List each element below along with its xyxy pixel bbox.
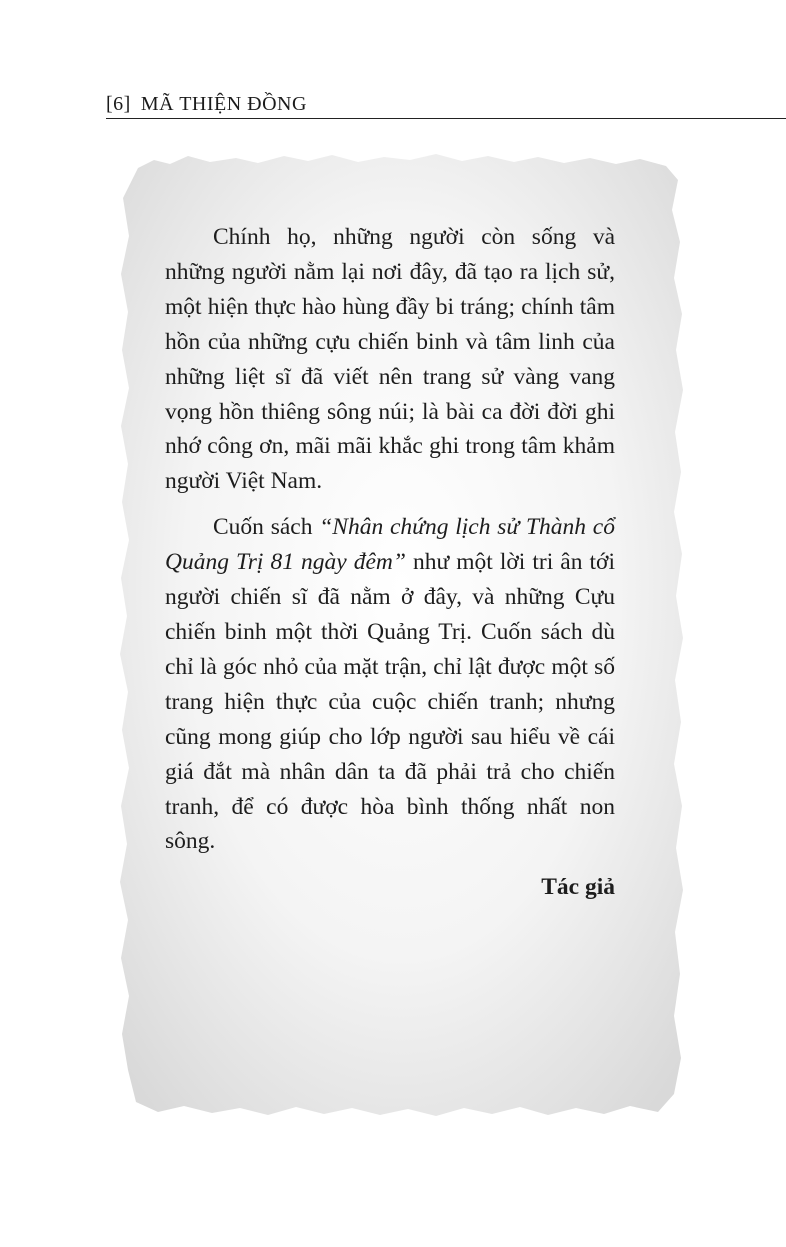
running-head — [106, 92, 786, 119]
preface-text — [165, 220, 615, 905]
paragraph-1: Chính họ, những người còn sống và những người nằm lại nơi đây, đã tạo ra lịch sử, một hiện thực hào hùng đầy bi tráng; chính tâm hồn của những cựu chiến binh và tâm linh của những liệt sĩ đã viết nên trang sử vàng vang vọng hồn thiêng sông núi; là bài ca đời đời ghi nhớ công ơn, mãi mãi khắc ghi trong tâm khảm người Việt Nam. — [165, 224, 615, 495]
paragraph-2-start: Cuốn sách — [213, 514, 320, 541]
book-title: “Nhân chứng lịch sử Thành cổ Quảng Trị 81 ngày đêm” — [165, 514, 615, 576]
paragraph-2 — [165, 510, 615, 859]
page-number: [6] — [106, 93, 131, 115]
running-head-author: MÃ THIỆN ĐỒNG — [140, 93, 307, 115]
signature: Tác giả — [541, 874, 615, 901]
paragraph-2-rest: như một lời tri ân tới người chiến sĩ đã nằm ở đây, và những Cựu chiến binh một thời Quảng Trị. Cuốn sách dù chỉ là góc nhỏ của mặt trận, chỉ lật được một số trang hiện thực của cuộc chiến tranh; nhưng cũng mong giúp cho lớp người sau hiểu về cái giá đắt mà nhân dân ta đã phải trả cho chiến tranh, để có được hòa bình thống nhất non sông. — [165, 549, 615, 855]
torn-paper-panel — [118, 150, 686, 1120]
